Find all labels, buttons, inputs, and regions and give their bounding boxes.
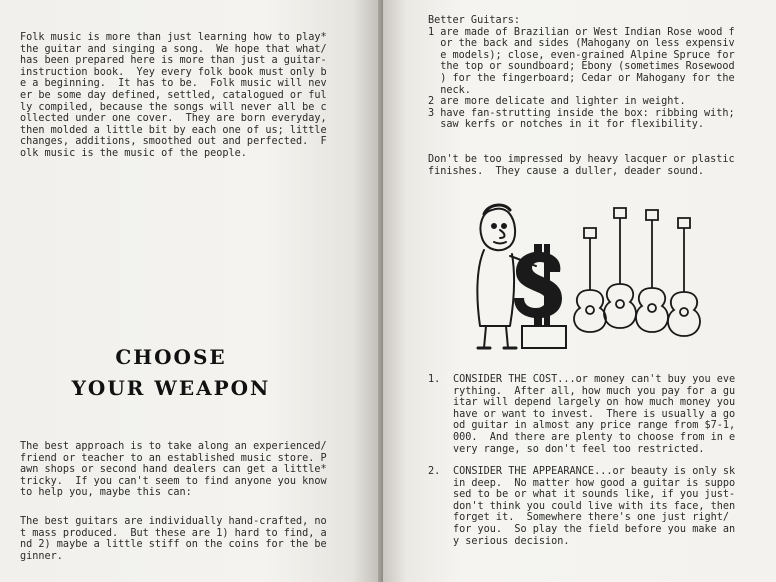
guitar-2 [604, 208, 636, 328]
lacquer-paragraph: Don't be too impressed by heavy lacquer or plastic finishes. They cause a duller, deader sound. [428, 154, 735, 177]
guitar-1 [574, 228, 606, 332]
item-2-text: CONSIDER THE APPEARANCE...or beauty is only sk in deep. No matter how good a guitar is suppo sed to be or what it sounds like, if you just- don't think you could live with its face, then forget it. Somewhere there's one just right/ for you. So play the field before you make an y serious decision. [453, 466, 736, 547]
best-guitars-paragraph: The best guitars are individually hand-crafted, no t mass produced. But these are 1) hard to find, a nd 2) maybe a little stiff on the coins for the be ginner. [20, 516, 327, 562]
item-2-number: 2. [428, 466, 441, 477]
intro-paragraph: Folk music is more than just learning how to play* the guitar and singing a song. We hope that what/ has been prepared here is more than just a guitar- instruction book. Yey every folk book must only b e a beginning. It has to be. Folk music will nev er be some day defined, settled, catalogued or ful ly compiled, because the songs will never all be c ollected under one cover. They are born everyday, then molded a little bit by each one of us; little changes, additions, smoothed out and perfected. F olk music is the music of the people. [20, 32, 327, 159]
chapter-heading [40, 342, 302, 404]
heading-line-1: CHOOSE [115, 345, 227, 369]
better-guitars-list: Better Guitars: 1 are made of Brazilian or West Indian Rose wood f or the back and sides (Mahogany on less expensiv e models); close, even-grained Alpine Spruce for the top or soundboard; Ebony (sometimes Rosewood ) for the fingerboard; Cedar or Mahogany for the neck. 2 are more delicate and lighter in weight. 3 have fan-strutting inside the box: ribbing with; saw kerfs or notches in it for flexibility. [428, 15, 735, 131]
approach-paragraph: The best approach is to take along an experienced/ friend or teacher to an established music store. P awn shops or second hand dealers can get a little* tricky. If you can't seem to find anyone you know to help you, maybe this can: [20, 441, 327, 499]
guitar-3 [636, 210, 668, 332]
guitar-4 [668, 218, 700, 336]
man-with-dollar-and-guitars-illustration [470, 198, 730, 358]
item-1-number: 1. [428, 374, 441, 385]
heading-line-2: YOUR WEAPON [71, 376, 271, 400]
left-page [0, 0, 383, 582]
item-1-text: CONSIDER THE COST...or money can't buy you eve rything. After all, how much you pay for a gu itar will depend largely on how much money you have or want to invest. There is usually a go od guitar in almost any price range from $7-1, 000. And there are plenty to choose from in e very range, so don't feel too restricted. [453, 374, 736, 455]
